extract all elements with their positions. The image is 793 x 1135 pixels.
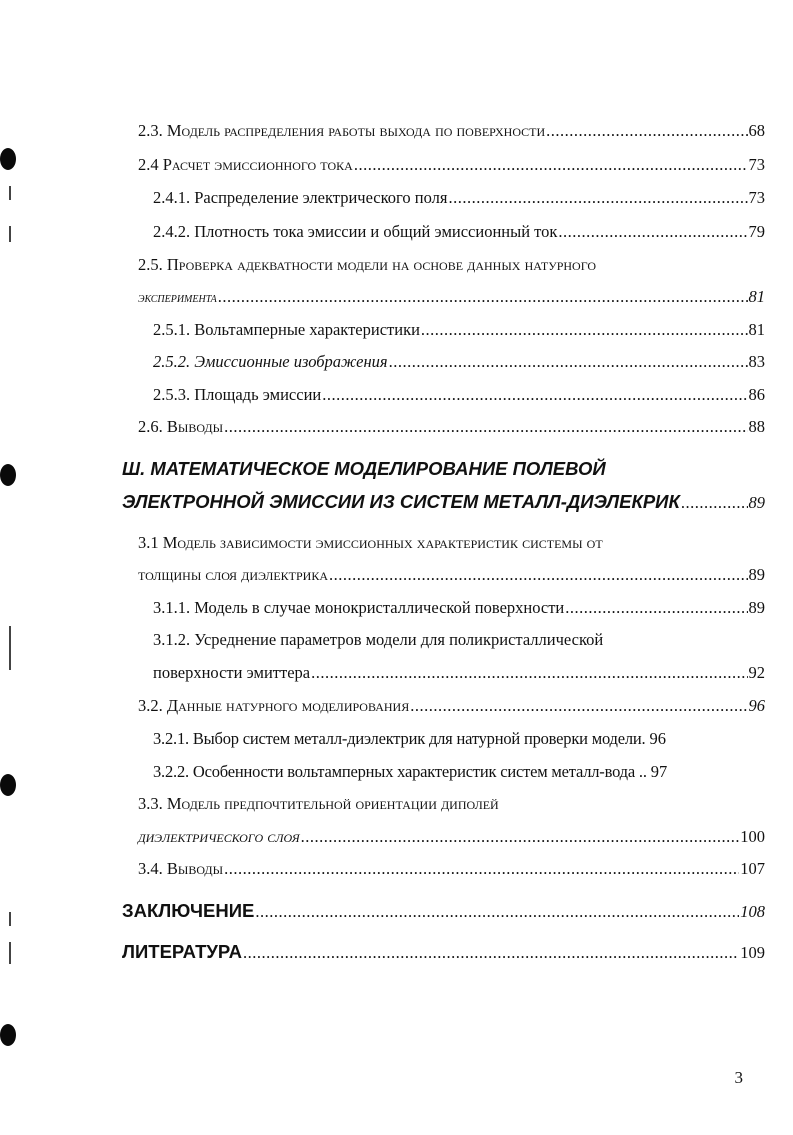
chapter-heading-title: ЛИТЕРАТУРА bbox=[122, 941, 242, 962]
toc-entry-page: 79 bbox=[748, 222, 765, 241]
toc-entry-page: 73 bbox=[748, 155, 765, 174]
toc-entry[interactable] bbox=[138, 285, 765, 309]
leader-dots bbox=[301, 825, 740, 849]
toc-entry-title: 3.2.2. Особенности вольтамперных характеристик систем металл-вода .. bbox=[153, 762, 647, 781]
scan-mark bbox=[9, 226, 11, 242]
toc-entry[interactable] bbox=[138, 563, 765, 587]
leader-dots bbox=[329, 563, 747, 587]
toc-entry-title: 3.4. Выводы bbox=[138, 859, 224, 878]
toc-entry-page: 89 bbox=[748, 565, 765, 584]
leader-dots bbox=[322, 383, 747, 407]
leader-dots bbox=[565, 596, 747, 620]
toc-entry-page: 83 bbox=[748, 352, 765, 371]
leader-dots bbox=[681, 490, 748, 516]
toc-entry-title: 3.2.1. Выбор систем металл-диэлектрик для натурной проверки модели. bbox=[153, 729, 646, 748]
toc-entry[interactable] bbox=[138, 825, 765, 849]
toc-entry[interactable] bbox=[153, 383, 765, 407]
chapter-heading-title: ЭЛЕКТРОННОЙ ЭМИССИИ ИЗ СИСТЕМ МЕТАЛЛ-ДИЭЛЕКРИК bbox=[122, 491, 680, 512]
toc-entry-title: 2.4 Расчет эмиссионного тока bbox=[138, 155, 353, 174]
toc-entry-title: поверхности эмиттера bbox=[153, 663, 311, 682]
toc-entry[interactable] bbox=[138, 153, 765, 177]
toc-entry[interactable] bbox=[153, 318, 765, 342]
leader-dots bbox=[389, 350, 748, 374]
scan-mark bbox=[9, 626, 11, 670]
page-number: 3 bbox=[734, 1068, 743, 1087]
toc-entry-page: 108 bbox=[740, 902, 765, 921]
binder-hole bbox=[0, 464, 16, 486]
toc-entry[interactable] bbox=[153, 220, 765, 244]
leader-dots bbox=[448, 186, 747, 210]
toc-entry-title: 3.1.1. Модель в случае монокристаллической поверхности bbox=[153, 598, 565, 617]
leader-dots bbox=[354, 153, 748, 177]
toc-entry-page: 68 bbox=[748, 121, 765, 140]
toc-entry[interactable] bbox=[153, 727, 765, 751]
toc-entry-title: 2.5.1. Вольтамперные характеристики bbox=[153, 320, 420, 339]
toc-entry-page: 86 bbox=[748, 385, 765, 404]
scan-mark bbox=[9, 942, 11, 964]
toc-entry-title: 2.5.3. Площадь эмиссии bbox=[153, 385, 322, 404]
toc-entry-page: 81 bbox=[748, 320, 765, 339]
leader-dots bbox=[558, 220, 747, 244]
toc-entry-title: диэлектрического слоя bbox=[138, 827, 300, 846]
scan-mark bbox=[9, 912, 11, 926]
toc-entry[interactable] bbox=[138, 857, 765, 881]
toc-entry-page: 100 bbox=[740, 827, 765, 846]
toc-entry-title-line1[interactable]: 3.3. Модель предпочтительной ориентации диполей bbox=[138, 794, 499, 813]
toc-chapter-entry[interactable] bbox=[122, 939, 765, 965]
toc-entry-title-line1[interactable]: 3.1 Модель зависимости эмиссионных характеристик системы от bbox=[138, 533, 603, 552]
leader-dots bbox=[410, 694, 747, 718]
toc-entry-page: 96 bbox=[748, 696, 765, 715]
toc-entry-title: 2.3. Модель распределения работы выхода по поверхности bbox=[138, 121, 546, 140]
leader-dots bbox=[243, 940, 739, 966]
chapter-heading-title: ЗАКЛЮЧЕНИЕ bbox=[122, 900, 255, 921]
toc-entry-page: 109 bbox=[740, 943, 765, 962]
toc-entry[interactable] bbox=[153, 661, 765, 685]
binder-hole bbox=[0, 148, 16, 170]
toc-entry-title: толщины слоя диэлектрика bbox=[138, 565, 329, 584]
leader-dots bbox=[224, 857, 739, 881]
leader-dots bbox=[421, 318, 748, 342]
leader-dots bbox=[218, 285, 748, 309]
toc-entry-page: 92 bbox=[748, 663, 765, 682]
toc-entry-title-line1[interactable]: 2.5. Проверка адекватности модели на основе данных натурного bbox=[138, 255, 597, 274]
toc-entry-page: 107 bbox=[740, 859, 765, 878]
toc-entry-page: 97 bbox=[650, 762, 668, 781]
toc-entry-title: 2.4.1. Распределение электрического поля bbox=[153, 188, 448, 207]
toc-entry-title: 2.5.2. Эмиссионные изображения bbox=[153, 352, 388, 371]
toc-entry[interactable] bbox=[153, 186, 765, 210]
binder-hole bbox=[0, 774, 16, 796]
toc-entry[interactable] bbox=[138, 694, 765, 718]
leader-dots bbox=[255, 899, 739, 925]
binder-hole bbox=[0, 1024, 16, 1046]
leader-dots bbox=[546, 119, 747, 143]
toc-entry[interactable] bbox=[138, 119, 765, 143]
toc-entry-title: 2.4.2. Плотность тока эмиссии и общий эмиссионный ток bbox=[153, 222, 558, 241]
toc-chapter-entry[interactable] bbox=[122, 898, 765, 924]
scan-mark bbox=[9, 186, 11, 200]
toc-entry[interactable] bbox=[153, 350, 765, 374]
toc-entry-page: 81 bbox=[748, 287, 765, 306]
toc-entry-title: 3.2. Данные натурного моделирования bbox=[138, 696, 410, 715]
toc-entry-page: 73 bbox=[748, 188, 765, 207]
toc-entry-page: 96 bbox=[649, 729, 666, 748]
toc-entry-title: эксперимента bbox=[138, 291, 217, 306]
toc-entry[interactable] bbox=[153, 596, 765, 620]
toc-entry-page: 88 bbox=[748, 417, 765, 436]
toc-entry-page: 89 bbox=[748, 598, 765, 617]
toc-entry[interactable] bbox=[153, 760, 765, 784]
toc-entry-page: 89 bbox=[748, 493, 765, 512]
toc-entry-title: 2.6. Выводы bbox=[138, 417, 224, 436]
toc-entry-title-line1[interactable]: 3.1.2. Усреднение параметров модели для поликристаллической bbox=[153, 630, 604, 649]
toc-entry[interactable] bbox=[138, 415, 765, 439]
toc-chapter-entry[interactable] bbox=[122, 489, 765, 515]
leader-dots bbox=[311, 661, 747, 685]
chapter-heading-line1[interactable]: Ш. МАТЕМАТИЧЕСКОЕ МОДЕЛИРОВАНИЕ ПОЛЕВОЙ bbox=[122, 458, 606, 479]
leader-dots bbox=[224, 415, 747, 439]
